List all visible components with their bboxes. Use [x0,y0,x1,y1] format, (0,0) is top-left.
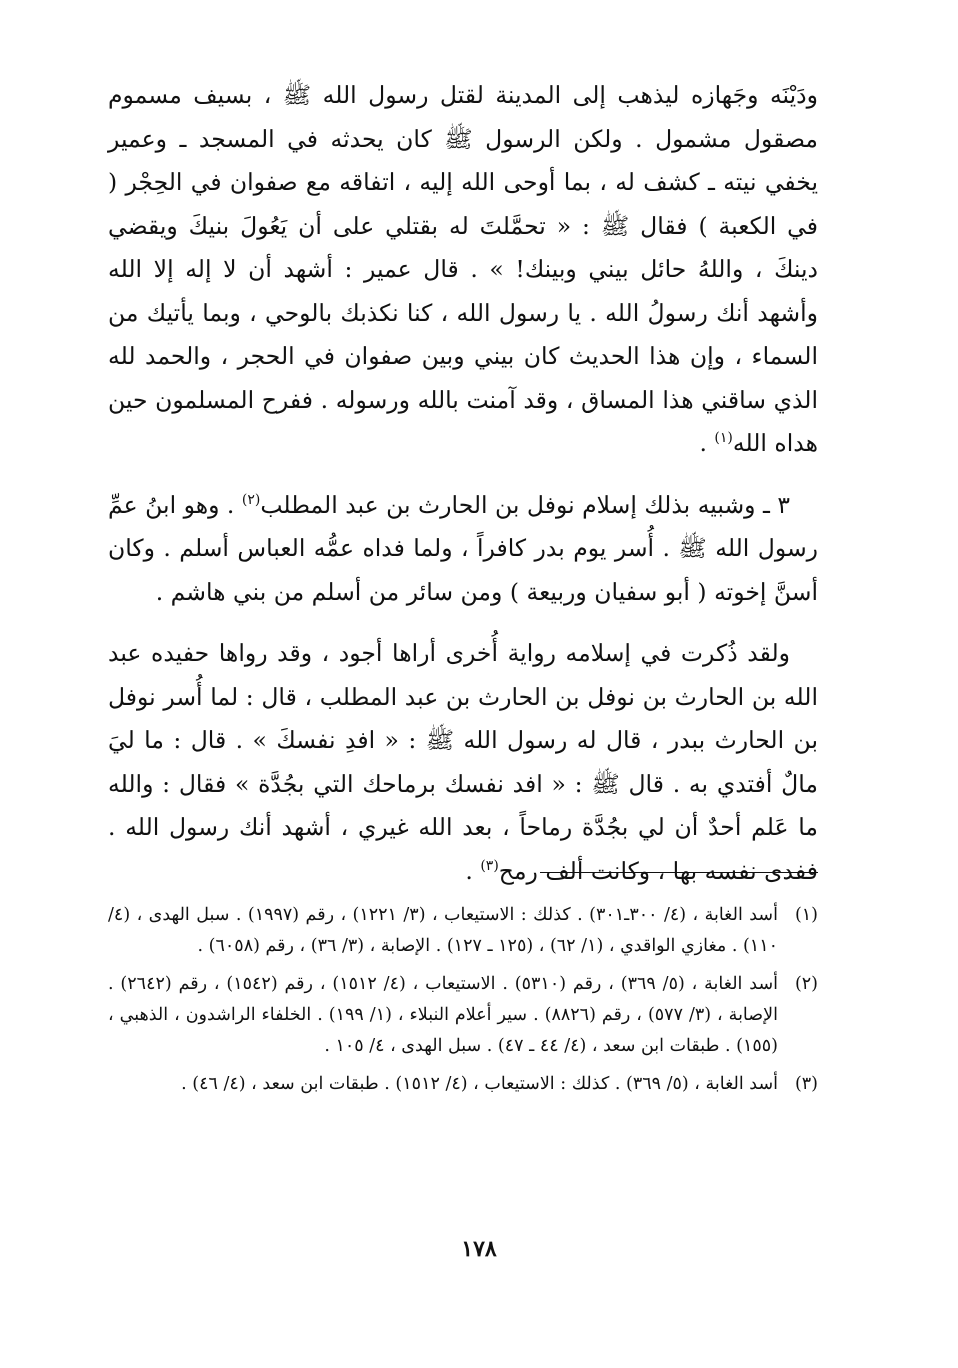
footnote-number: (٣) [794,1074,818,1094]
footnote-text: أسد الغابة ، (٥/ ٣٦٩) ، رقم (٥٣١٠) . الاستيعاب ، (٤/ ١٥١٢) ، رقم (١٥٤٢) ، رقم (٢٦٤٢) . الإصابة ، (٣/ ٥٧٧) ، رقم (٨٨٢٦) . سير أعلام النبلاء ، (١/ ١٩٩) . الخلفاء الراشدون ، الذهبي ، (١٥٥) . طبقات ابن سعد ، (٤/ ٤٤ ـ ٤٧) . سبل الهدى ، ٤/ ١٠٥ . [108,974,778,1056]
page-number: ١٧٨ [461,1236,497,1262]
footnote-ref-3: (٣) [480,857,499,874]
footnote-2 [108,969,818,1062]
paragraph-3-end: . [465,856,481,885]
paragraph-3-text: ولقد ذُكرت في إسلامه رواية أُخرى أراها أجود ، وقد رواها حفيده عبد الله بن الحارث بن نوفل بن الحارث بن عبد المطلب ، قال : لما أُسر نوفل بن الحارث ببدر ، قال له رسول الله ﷺ : « افدِ نفسكَ » . قال : ما ليَ مالٌ أفتدي به . قال ﷺ : « افد نفسك برماحك التي بجُدَّة » فقال : والله ما عَلم أحدٌ أن لي بجُدَّة رماحاً ، بعد الله غيري ، أشهد أنك رسول الله . ففدى نفسه بها ، وكانت ألف رمح [108,639,818,885]
paragraph-2 [108,484,818,615]
footnote-number: (١) [794,905,818,925]
paragraph-1-end: . [699,429,715,457]
paragraph-3 [108,632,818,893]
footnote-number: (٢) [794,974,818,994]
footnote-ref-1: (١) [714,430,733,447]
paragraph-1-text: ودَيْنَه وجَهازه ليذهب إلى المدينة لقتل رسول الله ﷺ ، بسيف مسموم مصقول مشمول . ولكن الرسول ﷺ كان يحدثه في المسجد ـ وعمير يخفي نيته ـ كشف له ، بما أوحى الله إليه ، اتفاقه مع صفوان في الحِجْر ( في الكعبة ) فقال ﷺ : « تحمَّلتَ له بقتلي على أن يَعُولَ بنيكَ ويقضي دينكَ ، واللهُ حائل بيني وبينك! » . قال عمير : أشهد أن لا إله إلا الله وأشهد أنك رسولُ الله . يا رسول الله ، كنا نكذبك بالوحي ، وبما يأتيك من السماء ، وإن هذا الحديث كان بيني وبين صفوان في الحجر ، والحمد لله الذي ساقني هذا المساق ، وقد آمنت بالله ورسوله . ففرح المسلمون حين هداه الله [108,81,818,457]
paragraph-2-text: ٣ ـ وشبيه بذلك إسلام نوفل بن الحارث بن عبد المطلب [260,490,790,519]
footnote-1 [108,900,818,962]
paragraph-2-rest: . وهو ابنُ عمِّ رسول الله ﷺ . أُسر يوم بدر كافراً ، ولما فداه عمُّه العباس أسلم . وكان أسنَّ إخوته ( أبو سفيان وربيعة ) ومن سائر من أسلم من بني هاشم . [108,490,818,606]
footnote-text: أسد الغابة ، (٥/ ٣٦٩) . كذلك : الاستيعاب ، (٤/ ١٥١٢) . طبقات ابن سعد ، (٤/ ٤٦) . [181,1074,778,1094]
paragraph-1 [108,74,818,466]
footnote-text: أسد الغابة ، (٤/ ٣٠٠ـ٣٠١) . كذلك : الاستيعاب ، (٣/ ١٢٢١) ، رقم (١٩٩٧) . سبل الهدى ، (٤/ ١١٠) . مغازي الواقدي ، (١/ ٦٢) ، (١٢٥ ـ ١٢٧) . الإصابة ، (٣/ ٣٦) ، رقم (٦٠٥٨) . [108,905,778,956]
footnote-ref-2: (٢) [241,491,261,508]
footnote-separator [540,872,818,873]
footnote-3 [108,1069,818,1100]
footnotes [108,900,818,1107]
main-text [108,74,818,893]
